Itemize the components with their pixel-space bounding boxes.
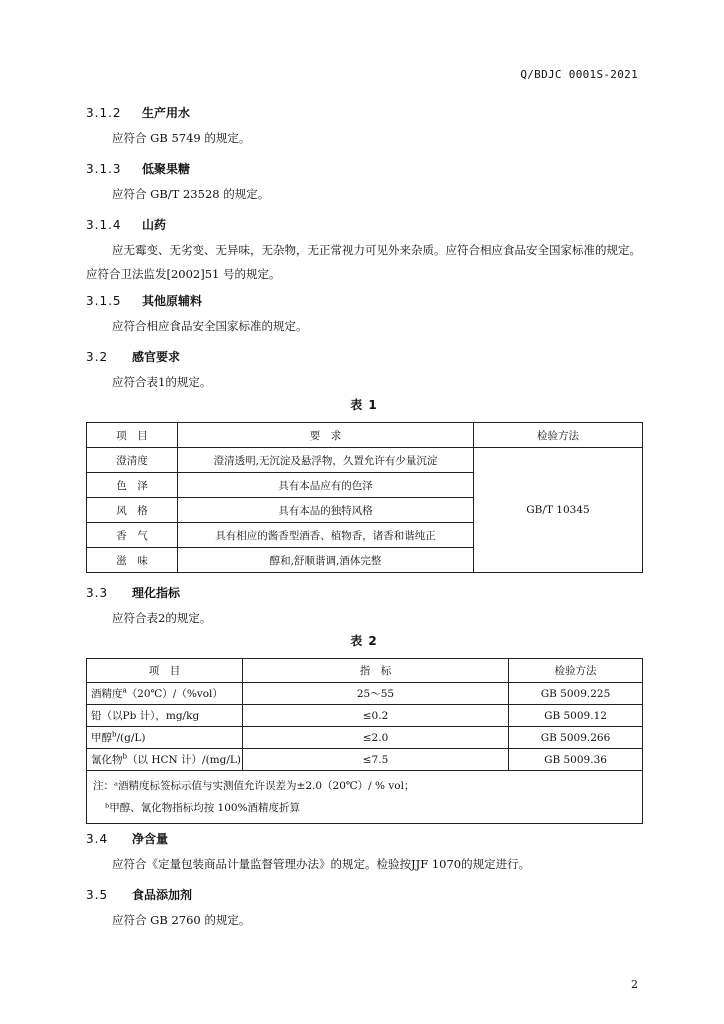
paragraph-3-4: 应符合《定量包装商品计量监督管理办法》的规定。检验按JJF 1070的规定进行。 <box>112 857 531 871</box>
item-name: 甲醇 <box>91 732 112 744</box>
method-cell: GB 5009.225 <box>509 683 643 705</box>
paragraph-3-5: 应符合 GB 2760 的规定。 <box>112 913 251 927</box>
table-note <box>87 771 643 824</box>
physicochemical-table <box>86 658 643 824</box>
heading-3-4 <box>86 830 168 847</box>
heading-number: 3.4 <box>86 832 109 846</box>
heading-title: 理化指标 <box>132 586 181 600</box>
note-line: 注：ᵃ酒精度标签标示值与实测值允许误差为±2.0（20℃）/ % vol； <box>93 780 415 792</box>
method-cell: GB/T 10345 <box>474 448 643 573</box>
column-header-item: 项 目 <box>87 423 178 448</box>
heading-3-1-5 <box>86 292 202 309</box>
heading-title: 山药 <box>142 218 167 232</box>
footnote-mark: a <box>122 686 127 695</box>
column-header-index: 指 标 <box>243 659 509 683</box>
requirement-cell: 具有本品应有的色泽 <box>178 473 474 498</box>
item-cell: 澄清度 <box>87 448 178 473</box>
table-row <box>87 683 643 705</box>
item-unit: （以 HCN 计）/(mg/L) <box>126 754 241 766</box>
heading-number: 3.3 <box>86 586 109 600</box>
item-cell <box>87 705 243 727</box>
requirement-cell: 澄清透明,无沉淀及悬浮物，久置允许有少量沉淀 <box>178 448 474 473</box>
page-number: 2 <box>631 978 638 991</box>
heading-3-3 <box>86 584 180 601</box>
footnote-mark: b <box>112 730 117 739</box>
heading-number: 3.5 <box>86 888 109 902</box>
table-row <box>87 448 643 473</box>
item-name: 氰化物 <box>91 754 123 766</box>
heading-title: 其他原辅料 <box>142 294 203 308</box>
item-cell: 滋 味 <box>87 548 178 573</box>
table2-caption: 表 2 <box>350 634 378 648</box>
table-header-row <box>87 423 643 448</box>
item-unit: （20℃）/（%vol） <box>126 688 223 700</box>
item-name: 铅（以Pb 计），mg/kg <box>91 710 200 722</box>
heading-number: 3.1.2 <box>86 106 122 120</box>
item-unit: /(g/L) <box>116 732 146 744</box>
heading-title: 食品添加剂 <box>132 888 193 902</box>
heading-3-1-4 <box>86 216 166 233</box>
requirement-cell: 醇和,舒顺谐调,酒体完整 <box>178 548 474 573</box>
item-cell: 风 格 <box>87 498 178 523</box>
method-cell: GB 5009.266 <box>509 727 643 749</box>
heading-number: 3.1.4 <box>86 218 122 232</box>
table-header-row <box>87 659 643 683</box>
value-cell: ≤7.5 <box>243 749 509 771</box>
item-cell: 香 气 <box>87 523 178 548</box>
method-cell: GB 5009.36 <box>509 749 643 771</box>
paragraph-3-2: 应符合表1的规定。 <box>112 375 212 389</box>
item-cell <box>87 727 243 749</box>
footnote-mark: b <box>122 752 127 761</box>
table-note-row <box>87 771 643 824</box>
method-cell: GB 5009.12 <box>509 705 643 727</box>
value-cell: ≤2.0 <box>243 727 509 749</box>
heading-number: 3.2 <box>86 350 109 364</box>
table-row <box>87 705 643 727</box>
paragraph-3-1-4: 应无霉变、无劣变、无异味，无杂物，无正常视力可见外来杂质。应符合相应食品安全国家标准的规定。应符合卫法监发[2002]51 号的规定。 <box>86 243 641 281</box>
item-cell <box>87 749 243 771</box>
value-cell: 25～55 <box>243 683 509 705</box>
requirement-cell: 具有相应的酱香型酒香、植物香，诸香和谐纯正 <box>178 523 474 548</box>
paragraph-3-1-5: 应符合相应食品安全国家标准的规定。 <box>112 319 308 333</box>
table1-caption: 表 1 <box>350 398 378 412</box>
paragraph-3-3: 应符合表2的规定。 <box>112 611 212 625</box>
heading-title: 感官要求 <box>132 350 181 364</box>
requirement-cell: 具有本品的独特风格 <box>178 498 474 523</box>
column-header-item: 项 目 <box>87 659 243 683</box>
heading-number: 3.1.3 <box>86 162 122 176</box>
heading-3-1-2 <box>86 104 190 121</box>
heading-3-5 <box>86 886 192 903</box>
column-header-method: 检验方法 <box>509 659 643 683</box>
value-cell: ≤0.2 <box>243 705 509 727</box>
sensory-table <box>86 422 643 573</box>
note-line: ᵇ甲醇、氰化物指标均按 100%酒精度折算 <box>105 802 301 814</box>
paragraph-3-1-3: 应符合 GB/T 23528 的规定。 <box>112 187 270 201</box>
heading-3-2 <box>86 348 180 365</box>
heading-title: 生产用水 <box>142 106 191 120</box>
heading-number: 3.1.5 <box>86 294 122 308</box>
heading-title: 低聚果糖 <box>142 162 191 176</box>
item-cell: 色 泽 <box>87 473 178 498</box>
column-header-method: 检验方法 <box>474 423 643 448</box>
item-cell <box>87 683 243 705</box>
document-code: Q/BDJC 0001S-2021 <box>520 68 638 81</box>
item-name: 酒精度 <box>91 688 123 700</box>
heading-3-1-3 <box>86 160 190 177</box>
column-header-requirement: 要 求 <box>178 423 474 448</box>
table-row <box>87 749 643 771</box>
paragraph-3-1-2: 应符合 GB 5749 的规定。 <box>112 131 251 145</box>
table-row <box>87 727 643 749</box>
heading-title: 净含量 <box>132 832 169 846</box>
